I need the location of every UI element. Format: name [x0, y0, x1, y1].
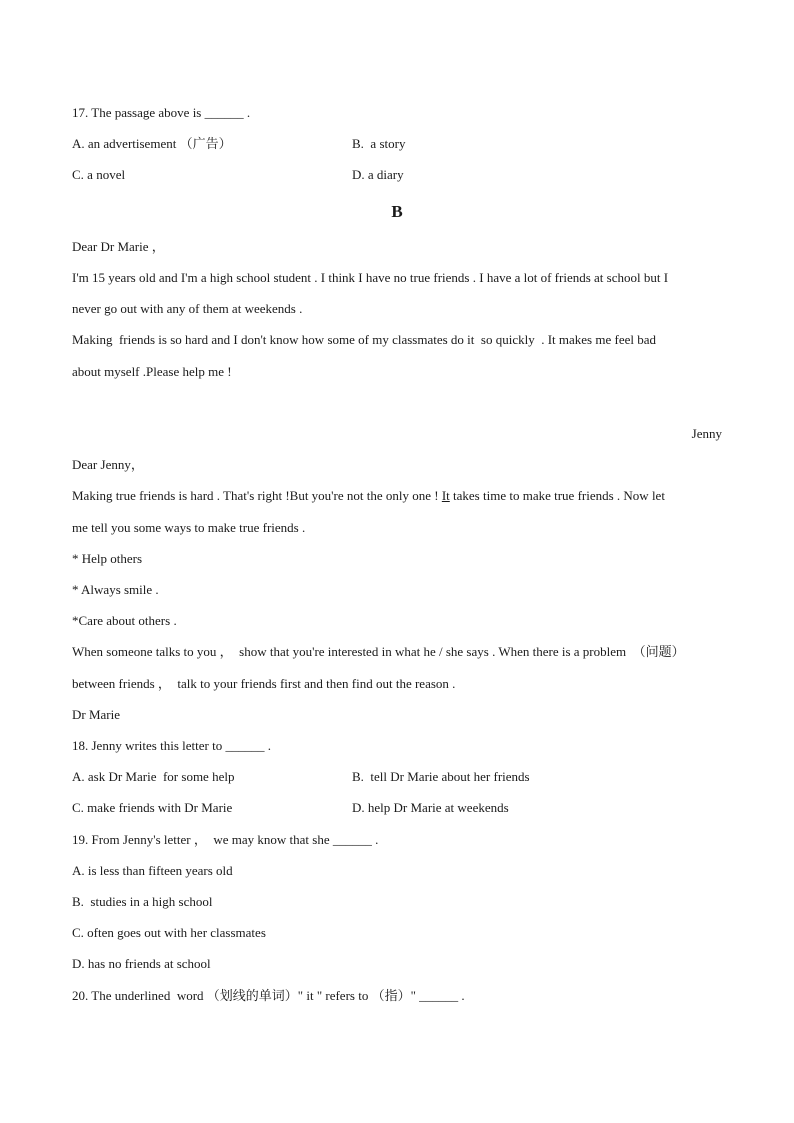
q18-option-b: B. tell Dr Marie about her friends: [352, 769, 530, 784]
tip-item: *Care about others .: [72, 613, 177, 628]
letter2-signature: Dr Marie: [72, 707, 121, 722]
q20-stem: 20. The underlined word （划线的单词）" it " refers to （指）" ______ .: [72, 988, 465, 1003]
q17-stem: 17. The passage above is ______ .: [72, 105, 251, 120]
tip-item: * Help others: [72, 551, 143, 566]
letter1-line: about myself .Please help me !: [72, 364, 232, 379]
q17-option-c: C. a novel: [72, 167, 126, 182]
letter2-greeting: Dear Jenny，: [72, 457, 144, 472]
q19-option: D. has no friends at school: [72, 956, 211, 971]
letter2-line1-after: takes time to make true friends . Now let: [449, 488, 665, 503]
letter2-line: between friends ， talk to your friends first and then find out the reason .: [72, 676, 456, 691]
q18-option-c: C. make friends with Dr Marie: [72, 800, 233, 815]
tip-item: * Always smile .: [72, 582, 159, 597]
letter1-line: never go out with any of them at weekends .: [72, 301, 303, 316]
letter2-line1-before: Making true friends is hard . That's right !But you're not the only one !: [72, 488, 442, 503]
letter2-line: me tell you some ways to make true friends .: [72, 520, 306, 535]
letter1-greeting: Dear Dr Marie ，: [72, 239, 165, 254]
letter1-line: Making friends is so hard and I don't know how some of my classmates do it so quickly . It makes me feel bad: [72, 332, 656, 347]
q19-stem: 19. From Jenny's letter ， we may know that she ______ .: [72, 832, 379, 847]
underlined-word-it: It: [441, 488, 450, 503]
q18-stem: 18. Jenny writes this letter to ______ .: [72, 738, 271, 753]
letter1-signature: Jenny: [691, 426, 722, 441]
q19-option: B. studies in a high school: [72, 894, 213, 909]
letter2-line: [72, 488, 665, 504]
q18-option-d: D. help Dr Marie at weekends: [352, 800, 509, 815]
q17-option-b: B. a story: [352, 136, 406, 151]
q17-option-a: A. an advertisement （广告）: [72, 136, 232, 151]
q18-option-a: A. ask Dr Marie for some help: [72, 769, 235, 784]
letter1-line: I'm 15 years old and I'm a high school student . I think I have no true friends . I have a lot of friends at school but I: [72, 270, 669, 285]
q17-option-d: D. a diary: [352, 167, 404, 182]
q19-option: C. often goes out with her classmates: [72, 925, 266, 940]
letter2-line: When someone talks to you ， show that you're interested in what he / she says . When there is a problem （问题）: [72, 644, 685, 659]
section-heading: B: [391, 202, 403, 221]
q19-option: A. is less than fifteen years old: [72, 863, 233, 878]
